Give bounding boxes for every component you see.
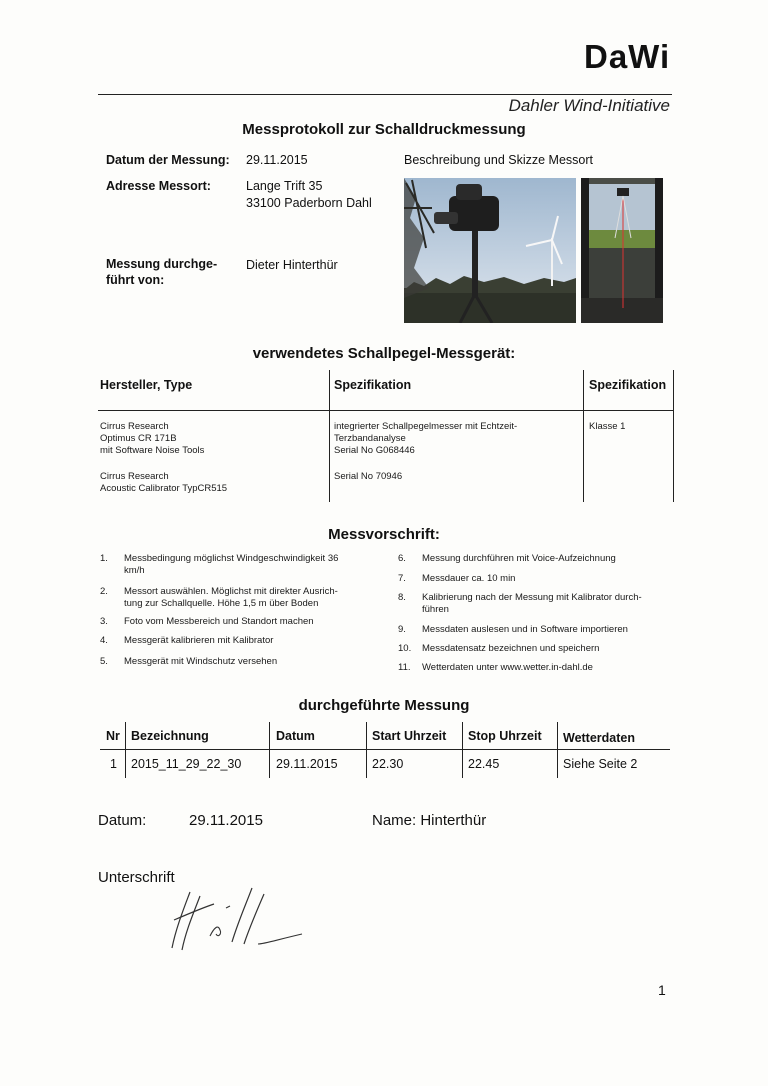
device-2-manufacturer [100,471,227,495]
measurement-divider-5 [557,722,558,778]
procedure-item-5-text: Messgerät mit Windschutz versehen [124,656,278,667]
procedure-item-1 [100,553,370,579]
procedure-item-6 [398,553,678,567]
procedure-item-6-text: Messung durchführen mit Voice-Aufzeichnung [422,553,616,564]
procedure-item-10-text: Messdatensatz bezeichnen und speichern [422,643,600,654]
procedure-item-7 [398,573,678,587]
device-2-line-1: Cirrus Research [100,471,169,482]
measurement-site-sketch-photo [581,178,663,323]
date-value: 29.11.2015 [246,153,308,167]
measurement-header-date: Datum [276,729,315,743]
procedure-item-11-text: Wetterdaten unter www.wetter.in-dahl.de [422,662,593,673]
procedure-item-8-text [422,592,642,616]
address-label: Adresse Messort: [106,179,211,193]
procedure-item-5-num: 5. [100,656,108,667]
procedure-item-1-line-2: km/h [124,565,145,576]
procedure-item-3-num: 3. [100,616,108,627]
measurement-title: durchgeführte Messung [298,697,470,714]
procedure-item-2-text [124,586,338,610]
measurement-cell-stop: 22.45 [468,757,500,771]
procedure-item-3 [100,616,370,630]
footer-date-label: Datum: [98,812,147,829]
device-1-class: Klasse 1 [589,421,626,432]
device-table-header-rule [98,410,674,411]
procedure-item-7-num: 7. [398,573,406,584]
handwritten-signature [140,878,310,958]
logo-text: DaWi [584,38,671,75]
device-table-divider-2 [583,370,584,502]
measurement-header-stop: Stop Uhrzeit [468,729,542,743]
performer-value: Dieter Hinterthür [246,258,338,272]
measurement-divider-1 [125,722,126,778]
procedure-item-9-text: Messdaten auslesen und in Software importieren [422,624,628,635]
measurement-cell-name: 2015_11_29_22_30 [131,757,242,771]
measurement-header-weather: Wetterdaten [563,731,636,745]
procedure-item-1-line-1: Messbedingung möglichst Windgeschwindigkeit 36 [124,553,339,564]
procedure-item-10-num: 10. [398,643,412,654]
procedure-item-8-line-1: Kalibrierung nach der Messung mit Kalibrator durch- [422,592,642,603]
procedure-item-6-num: 6. [398,553,406,564]
header-rule [98,94,672,95]
measurement-divider-4 [462,722,463,778]
device-1-line-3: mit Software Noise Tools [100,445,205,456]
device-1-line-2: Optimus CR 171B [100,433,177,444]
signature-label: Unterschrift [98,869,175,886]
performer-label-2: führt von: [106,273,165,287]
procedure-item-4 [100,635,370,649]
procedure-item-8 [398,592,678,618]
procedure-item-10 [398,643,678,657]
device-1-line-1: Cirrus Research [100,421,169,432]
measurement-cell-nr: 1 [110,757,117,771]
procedure-item-2-line-2: tung zur Schallquelle. Höhe 1,5 m über Boden [124,598,319,609]
procedure-item-2 [100,586,370,612]
performer-label-1: Messung durchge- [106,257,218,271]
procedure-item-3-text: Foto vom Messbereich und Standort machen [124,616,314,627]
description-label: Beschreibung und Skizze Messort [404,153,593,167]
procedure-title: Messvorschrift: [328,526,440,543]
dawi-logo [584,38,670,76]
device-header-spec-2: Spezifikation [589,378,667,392]
page-number: 1 [658,982,666,998]
device-1-spec-line-3: Serial No G068446 [334,445,415,456]
procedure-item-8-num: 8. [398,592,406,603]
procedure-item-11-num: 11. [398,662,411,673]
measurement-header-rule [100,749,670,750]
measurement-site-photo [404,178,576,323]
device-1-spec-line-1: integrierter Schallpegelmesser mit Echtzeit- [334,421,518,432]
device-1-spec [334,421,517,457]
address-line-1: Lange Trift 35 [246,179,323,193]
measurement-divider-3 [366,722,367,778]
device-1-manufacturer [100,421,204,457]
procedure-item-8-line-2: führen [422,604,449,615]
procedure-item-1-text [124,553,338,577]
date-label: Datum der Messung: [106,153,230,167]
device-2-line-2: Acoustic Calibrator TypCR515 [100,483,228,494]
document-title: Messprotokoll zur Schalldruckmessung [242,121,526,138]
footer-date-value: 29.11.2015 [189,812,263,829]
procedure-item-5 [100,656,370,670]
device-2-spec: Serial No 70946 [334,471,403,482]
procedure-item-7-text: Messdauer ca. 10 min [422,573,516,584]
procedure-item-2-num: 2. [100,586,108,597]
device-header-spec: Spezifikation [334,378,412,392]
measurement-cell-date: 29.11.2015 [276,757,338,771]
address-line-2: 33100 Paderborn Dahl [246,196,372,210]
organization-name: Dahler Wind-Initiative [508,96,670,115]
procedure-item-1-num: 1. [100,553,108,564]
procedure-item-2-line-1: Messort auswählen. Möglichst mit direkter Ausrich- [124,586,338,597]
device-header-manufacturer: Hersteller, Type [100,378,193,392]
procedure-item-9 [398,624,678,638]
measurement-header-start: Start Uhrzeit [372,729,447,743]
footer-name: Name: Hinterthür [372,812,487,829]
device-section-title: verwendetes Schallpegel-Messgerät: [252,345,516,362]
procedure-item-11 [398,662,678,676]
procedure-item-9-num: 9. [398,624,406,635]
procedure-item-4-text: Messgerät kalibrieren mit Kalibrator [124,635,274,646]
measurement-cell-start: 22.30 [372,757,404,771]
procedure-item-4-num: 4. [100,635,108,646]
measurement-divider-2 [269,722,270,778]
measurement-header-name: Bezeichnung [131,729,209,743]
measurement-header-nr: Nr [106,729,120,743]
measurement-cell-weather: Siehe Seite 2 [563,757,638,771]
device-1-spec-line-2: Terzbandanalyse [334,433,406,444]
device-table-divider-3 [673,370,674,502]
device-table-divider-1 [329,370,330,502]
